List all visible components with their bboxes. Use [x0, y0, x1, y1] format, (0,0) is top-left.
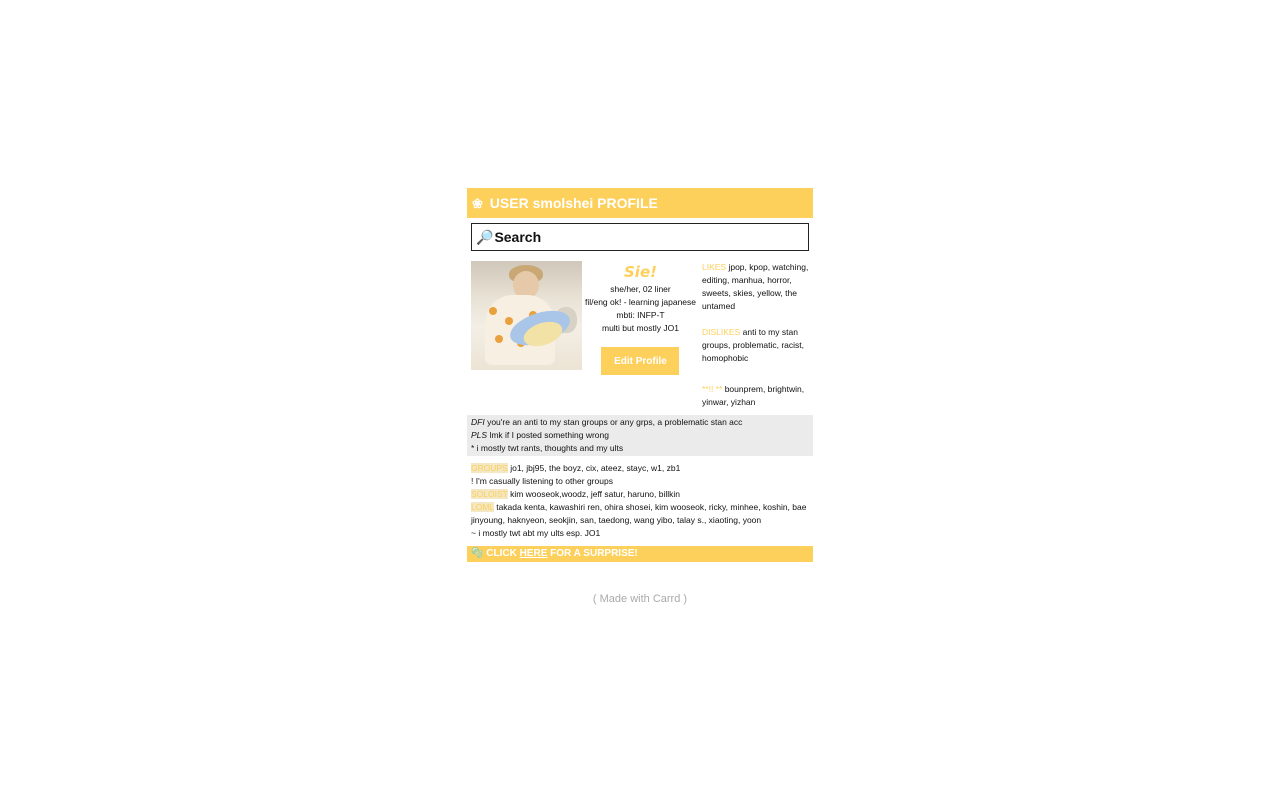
bio-column	[583, 261, 698, 415]
note-prefix: DFI	[471, 417, 485, 427]
loml-label: LOML	[471, 502, 494, 512]
note-line	[471, 429, 809, 442]
ults-line: ~ i mostly twt abt my ults esp. JO1	[471, 528, 601, 538]
surprise-after: FOR A SURPRISE!	[550, 548, 638, 559]
display-name: Sie!	[624, 263, 657, 281]
note-text: * i mostly twt rants, thoughts and my ults	[471, 443, 624, 453]
surprise-bar	[467, 546, 813, 562]
search-bar[interactable]	[471, 223, 809, 251]
likes-column	[702, 261, 813, 415]
loml-line	[471, 501, 809, 527]
note-text: you're an anti to my stan groups or any grps, a problematic stan acc	[487, 417, 743, 427]
profile-title: USER smolshei PROFILE	[489, 195, 658, 211]
profile-header	[467, 188, 813, 218]
casual-line: ! I'm casually listening to other groups	[471, 476, 613, 486]
soloist-text: kim wooseok,woodz, jeff satur, haruno, billkin	[510, 489, 681, 499]
flower-icon: ❀	[472, 196, 483, 211]
made-with-carrd-link[interactable]: ( Made with Carrd )	[592, 593, 688, 605]
loml-text: takada kenta, kawashiri ren, ohira shosei, kim wooseok, ricky, minhee, koshin, bae jinyoung, haknyeon, seokjin, san, taedong, wang yibo, talay s., xiaoting, yoon	[471, 502, 807, 525]
notes-box	[467, 415, 813, 456]
bio-line: fil/eng ok! - learning japanese	[584, 297, 697, 307]
otp-block	[702, 383, 813, 409]
soloist-line	[471, 488, 809, 501]
magnifier-icon: 🔎	[476, 229, 494, 245]
likes-text: jpop, kpop, watching, editing, manhua, horror, sweets, skies, yellow, the untamed	[701, 262, 809, 311]
groups-label: GROUPS	[471, 463, 508, 473]
dislikes-text: anti to my stan groups, problematic, racist, homophobic	[701, 327, 805, 363]
groups-line	[471, 462, 809, 475]
groups-text: jo1, jbj95, the boyz, cix, ateez, stayc, w1, zb1	[510, 463, 681, 473]
profile-card	[467, 188, 813, 562]
bubble-icon: 🫧	[471, 548, 484, 559]
search-label: Search	[494, 229, 542, 245]
note-prefix: PLS	[471, 430, 488, 440]
dislikes-label: DISLIKES	[701, 327, 741, 337]
groups-section	[467, 462, 813, 540]
bio-line: multi but mostly JO1	[601, 323, 679, 333]
note-text: lmk if I posted something wrong	[489, 430, 609, 440]
profile-photo	[471, 261, 582, 370]
note-line	[471, 416, 809, 429]
soloist-label: SOLOIST	[471, 489, 508, 499]
bio-line: mbti: INFP-T	[616, 310, 665, 320]
dislikes-block	[702, 326, 813, 365]
likes-block	[702, 261, 813, 313]
likes-label: LIKES	[701, 262, 727, 272]
surprise-before: CLICK	[486, 548, 517, 559]
note-line	[471, 442, 809, 455]
surprise-link[interactable]: HERE	[519, 548, 548, 559]
edit-profile-button[interactable]: Edit Profile	[601, 347, 679, 375]
bio-line: she/her, 02 liner	[610, 284, 671, 294]
otp-text: bounprem, brightwin, yinwar, yizhan	[701, 384, 805, 407]
profile-top-section	[467, 261, 813, 415]
otp-label: **!! **	[701, 384, 723, 394]
